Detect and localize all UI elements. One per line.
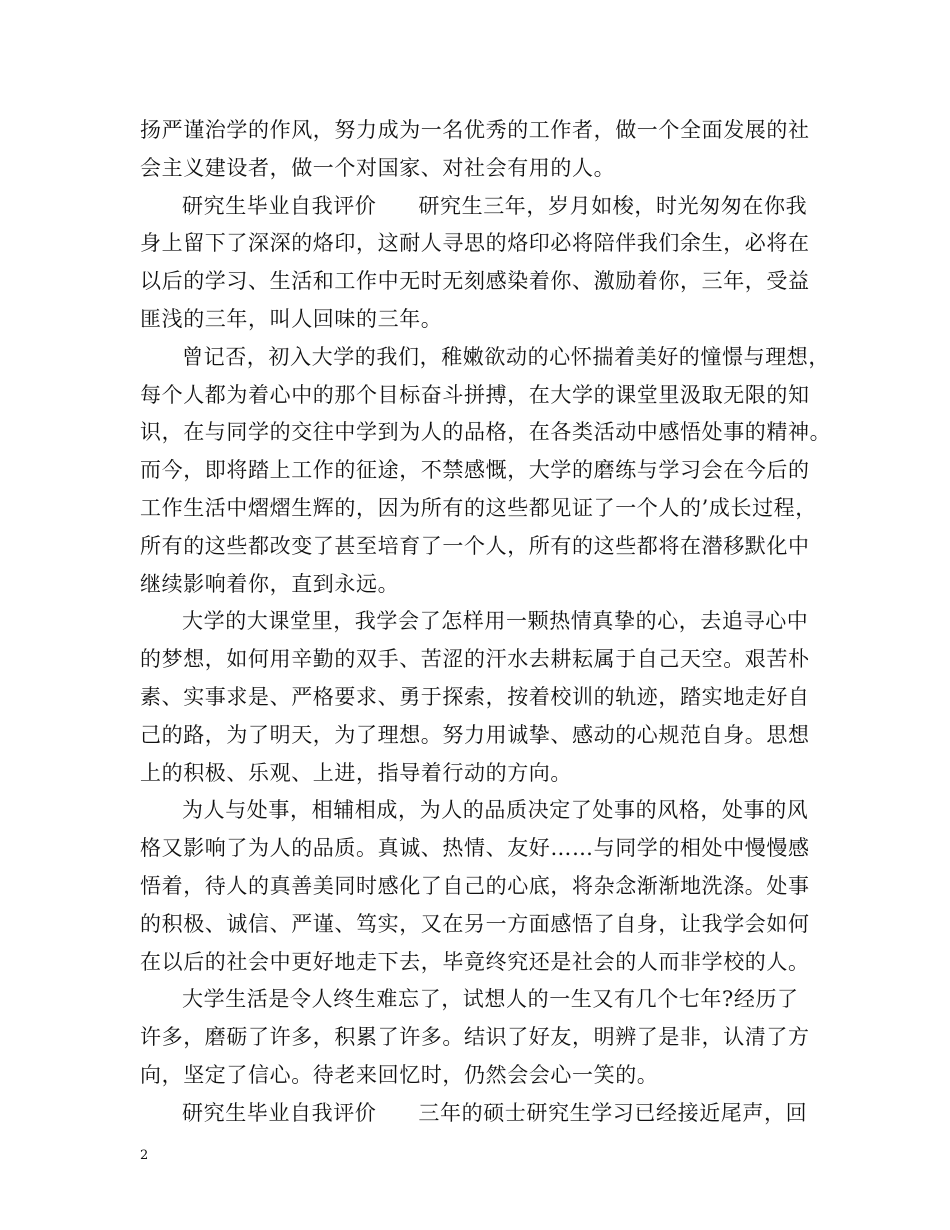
text-line: 匪浅的三年，叫人回味的三年。 [140,306,443,331]
text-line: 的梦想，如何用辛勤的双手、苦涩的汗水去耕耘属于自己天空。艰苦朴 [140,647,810,672]
text-line: 识，在与同学的交往中学到为人的品格，在各类活动中感悟处事的精神。 [140,420,832,445]
text-line: 以后的学习、生活和工作中无时无刻感染着你、激励着你，三年，受益 [140,269,810,294]
text-line: 曾记否，初入大学的我们，稚嫩欲动的心怀揣着美好的憧憬与理想， [182,344,830,369]
text-line: 继续影响着你，直到永远。 [140,571,400,596]
document-body [140,112,832,1133]
section-heading: 研究生毕业自我评价 [182,193,377,218]
text-line: 而今，即将踏上工作的征途，不禁感慨，大学的磨练与学习会在今后的 [140,458,810,483]
text-line [140,188,820,226]
text-line: 会主义建设者，做一个对国家、对社会有用的人。 [140,155,616,180]
text-line: 在以后的社会中更好地走下去，毕竟终究还是社会的人而非学校的人。 [140,949,810,974]
text-line: 工作生活中熠熠生辉的，因为所有的这些都见证了一个人的’成长过程， [140,495,817,520]
text-line: 的积极、诚信、严谨、笃实，又在另一方面感悟了自身，让我学会如何 [140,911,810,936]
text-line: 己的路，为了明天，为了理想。努力用诚挚、感动的心规范自身。思想 [140,722,810,747]
text-line: 向，坚定了信心。待老来回忆时，仍然会会心一笑的。 [140,1062,659,1087]
page-number: 2 [140,1148,149,1163]
text-line: 格又影响了为人的品质。真诚、热情、友好……与同学的相处中慢慢感 [140,836,810,861]
text-line: 上的积极、乐观、上进，指导着行动的方向。 [140,760,572,785]
text-line: 扬严谨治学的作风，努力成为一名优秀的工作者，做一个全面发展的社 [140,118,810,142]
line-text: 研究生三年，岁月如梭，时光匆匆在你我 [418,193,808,218]
text-line: 许多，磨砺了许多，积累了许多。结识了好友，明辨了是非，认清了方 [140,1025,810,1050]
text-line: 大学的大课堂里，我学会了怎样用一颗热情真挚的心，去追寻心中 [182,609,809,634]
text-line [140,1095,820,1133]
text-line: 悟着，待人的真善美同时感化了自己的心底，将杂念渐渐地洗涤。处事 [140,873,810,898]
text-line: 为人与处事，相辅相成，为人的品质决定了处事的风格，处事的风 [182,798,809,823]
line-text: 三年的硕士研究生学习已经接近尾声，回 [418,1100,808,1125]
text-line: 所有的这些都改变了甚至培育了一个人，所有的这些都将在潜移默化中 [140,533,810,558]
section-heading: 研究生毕业自我评价 [182,1100,377,1125]
text-line: 素、实事求是、严格要求、勇于探索，按着校训的轨迹，踏实地走好自 [140,684,810,709]
text-line: 大学生活是令人终生难忘了，试想人的一生又有几个七年?经历了 [182,987,799,1012]
text-line: 身上留下了深深的烙印，这耐人寻思的烙印必将陪伴我们余生，必将在 [140,231,810,256]
text-line: 每个人都为着心中的那个目标奋斗拼搏，在大学的课堂里汲取无限的知 [140,382,810,407]
